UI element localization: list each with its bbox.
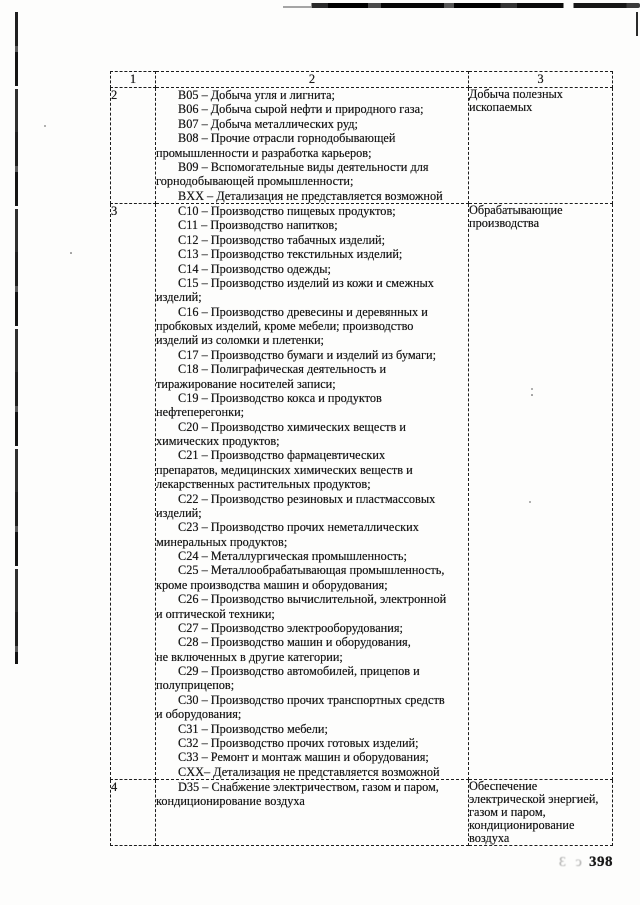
code-line: тиражирование носителей записи; <box>156 376 336 391</box>
code-line: C32 – Производство прочих готовых изделий; <box>178 735 419 750</box>
row-number-cell: 2 <box>111 88 156 204</box>
category-cell <box>469 204 613 780</box>
category-line: воздуха <box>469 831 510 846</box>
category-line: ископаемых <box>469 100 533 115</box>
code-line: не включенных в другие категории; <box>156 649 343 664</box>
codes-cell <box>156 780 469 846</box>
code-line: промышленности и разработка карьеров; <box>156 145 372 160</box>
code-line: BXX – Детализация не представляется возможной <box>178 188 443 203</box>
code-line: C20 – Производство химических веществ и <box>178 419 406 434</box>
table-row <box>111 780 613 846</box>
code-line: C13 – Производство текстильных изделий; <box>178 247 403 262</box>
code-line: C16 – Производство древесины и деревянных и <box>178 304 428 319</box>
code-line: химических продуктов; <box>156 434 280 448</box>
code-line: и оптической техники; <box>156 606 275 621</box>
row-number-cell: 3 <box>111 204 156 780</box>
code-line: кроме производства машин и оборудования; <box>156 577 388 592</box>
category-line: Добыча полезных <box>469 87 563 101</box>
code-line: C15 – Производство изделий из кожи и смежных <box>178 275 434 290</box>
code-line: C23 – Производство прочих неметаллических <box>178 520 419 535</box>
code-line: B08 – Прочие отрасли горнодобывающей <box>178 131 396 146</box>
code-line: C18 – Полиграфическая деятельность и <box>178 362 387 377</box>
code-line: нефтеперегонки; <box>156 405 245 420</box>
code-line: полуприцепов; <box>156 678 235 693</box>
category-line: Обрабатывающие <box>469 203 563 217</box>
page-footer <box>0 854 613 871</box>
category-line: Обеспечение <box>469 779 538 793</box>
code-line: C31 – Производство мебели; <box>178 721 328 736</box>
code-line: C28 – Производство машин и оборудования, <box>178 635 411 650</box>
code-line: пробковых изделий, кроме мебели; производство <box>156 319 414 333</box>
code-line: C27 – Производство электрооборудования; <box>178 620 403 635</box>
code-line: B07 – Добыча металлических руд; <box>178 116 358 131</box>
category-cell <box>469 780 613 846</box>
code-line: и оборудования; <box>156 707 242 722</box>
code-line: B06 – Добыча сырой нефти и природного газа; <box>178 102 424 117</box>
table-row <box>111 88 613 204</box>
code-line: C24 – Металлургическая промышленность; <box>178 549 407 563</box>
code-line: C26 – Производство вычислительной, электронной <box>178 592 447 607</box>
classification-table <box>110 71 613 846</box>
category-cell <box>469 88 613 204</box>
scan-artifact-right-tick <box>636 12 638 36</box>
code-line: лекарственных растительных продуктов; <box>156 477 371 492</box>
codes-cell <box>156 88 469 204</box>
scan-artifact-top-faint <box>283 6 311 8</box>
category-line: производства <box>469 216 540 231</box>
code-line: кондиционирование воздуха <box>156 794 305 809</box>
scan-speck <box>44 125 46 127</box>
code-line: C10 – Производство пищевых продуктов; <box>178 204 396 218</box>
scan-speck <box>70 252 72 254</box>
code-line: C29 – Производство автомобилей, прицепов и <box>178 664 420 678</box>
code-line: C17 – Производство бумаги и изделий из бумаги; <box>178 347 437 362</box>
scan-artifact-left-line <box>15 12 18 664</box>
code-line: C12 – Производство табачных изделий; <box>178 232 386 247</box>
column-header-1: 1 <box>111 72 156 88</box>
code-line: CXX– Детализация не представляется возможной <box>178 764 440 779</box>
codes-cell <box>156 204 469 780</box>
code-line: изделий из соломки и плетенки; <box>156 333 324 348</box>
category-line: кондиционирование <box>469 818 575 833</box>
bleed-through-mark: c 3 <box>556 855 582 870</box>
code-line: C21 – Производство фармацевтических <box>178 448 386 463</box>
code-line: D35 – Снабжение электричеством, газом и паром, <box>178 780 439 794</box>
code-line: изделий; <box>156 290 202 305</box>
code-line: C33 – Ремонт и монтаж машин и оборудования; <box>178 750 429 765</box>
scan-artifact-top-streak <box>308 3 640 8</box>
table-header-row <box>111 72 613 88</box>
code-line: препаратов, медицинских химических веществ и <box>156 462 413 477</box>
category-line: электрической энергией, <box>469 792 599 807</box>
table-row <box>111 204 613 780</box>
column-header-3: 3 <box>469 72 613 88</box>
code-line: C11 – Производство напитков; <box>178 218 338 233</box>
code-line: B05 – Добыча угля и лигнита; <box>178 88 335 102</box>
column-header-2: 2 <box>156 72 469 88</box>
code-line: C14 – Производство одежды; <box>178 261 331 276</box>
code-line: минеральных продуктов; <box>156 534 288 549</box>
code-line: C19 – Производство кокса и продуктов <box>178 390 382 405</box>
code-line: C22 – Производство резиновых и пластмассовых <box>178 491 436 506</box>
code-line: горнодобывающей промышленности; <box>156 174 354 189</box>
row-number-cell: 4 <box>111 780 156 846</box>
code-line: C25 – Металлообрабатывающая промышленность, <box>178 563 445 578</box>
code-line: изделий; <box>156 505 202 520</box>
code-line: B09 – Вспомогательные виды деятельности для <box>178 159 429 174</box>
category-line: газом и паром, <box>469 805 546 820</box>
page-number: 398 <box>589 854 613 870</box>
code-line: C30 – Производство прочих транспортных средств <box>178 692 445 707</box>
